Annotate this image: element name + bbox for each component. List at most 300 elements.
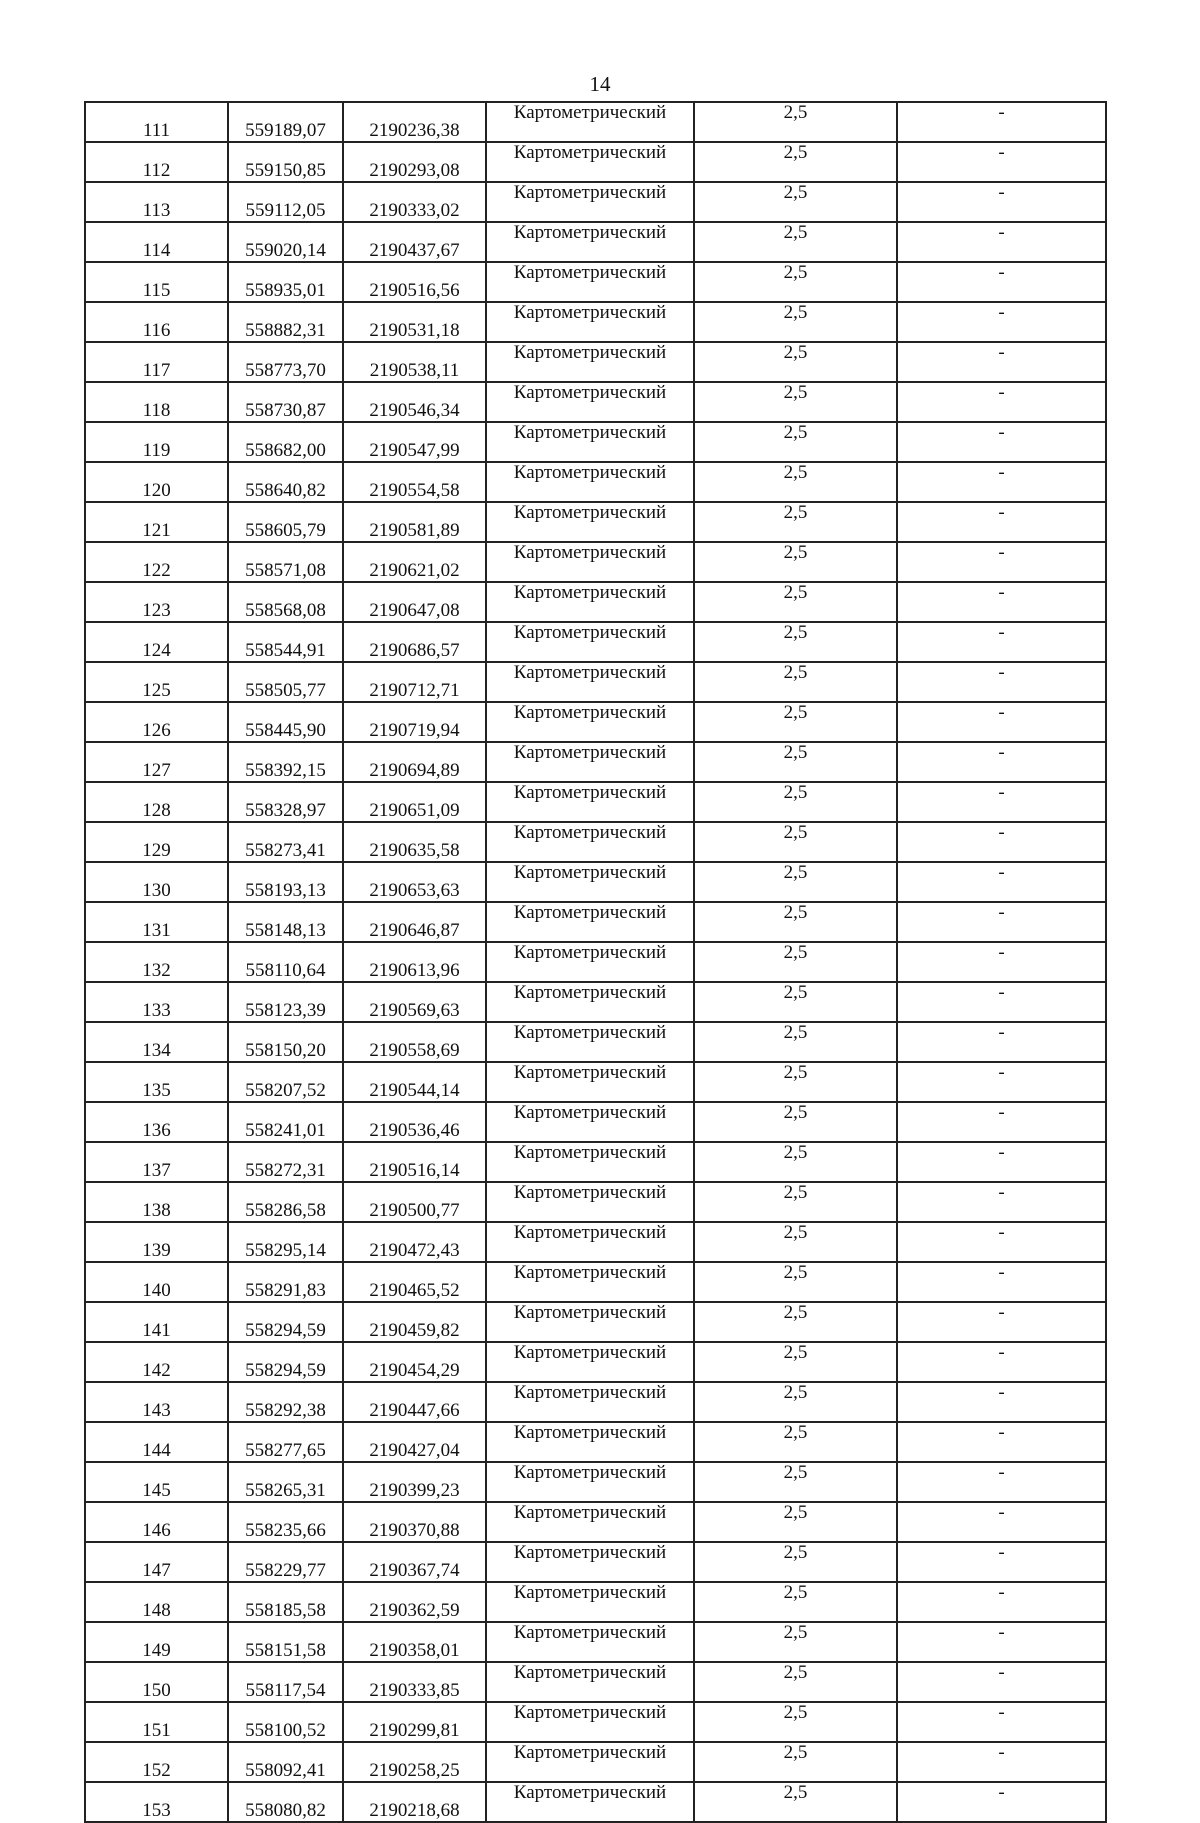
- coordinate-x-cell: 558568,08: [228, 582, 343, 622]
- coordinate-y-cell: 2190581,89: [343, 502, 486, 542]
- method-cell: Картометрический: [486, 1382, 694, 1422]
- coordinate-x-cell: 558294,59: [228, 1342, 343, 1382]
- table-row: [85, 1622, 1106, 1662]
- note-cell: -: [897, 1022, 1106, 1062]
- coordinate-y-cell: 2190293,08: [343, 142, 486, 182]
- coordinate-y-cell: 2190472,43: [343, 1222, 486, 1262]
- table-row: [85, 702, 1106, 742]
- method-cell: Картометрический: [486, 1622, 694, 1662]
- method-cell: Картометрический: [486, 902, 694, 942]
- accuracy-cell: 2,5: [694, 382, 897, 422]
- method-cell: Картометрический: [486, 542, 694, 582]
- method-cell: Картометрический: [486, 1662, 694, 1702]
- coordinate-y-cell: 2190299,81: [343, 1702, 486, 1742]
- accuracy-cell: 2,5: [694, 1302, 897, 1342]
- point-number-cell: 140: [85, 1262, 228, 1302]
- coordinate-y-cell: 2190258,25: [343, 1742, 486, 1782]
- point-number-cell: 138: [85, 1182, 228, 1222]
- accuracy-cell: 2,5: [694, 1702, 897, 1742]
- coordinate-x-cell: 558571,08: [228, 542, 343, 582]
- accuracy-cell: 2,5: [694, 1622, 897, 1662]
- coordinate-y-cell: 2190500,77: [343, 1182, 486, 1222]
- accuracy-cell: 2,5: [694, 502, 897, 542]
- point-number-cell: 146: [85, 1502, 228, 1542]
- coordinate-x-cell: 558185,58: [228, 1582, 343, 1622]
- coordinate-y-cell: 2190516,14: [343, 1142, 486, 1182]
- method-cell: Картометрический: [486, 422, 694, 462]
- point-number-cell: 152: [85, 1742, 228, 1782]
- accuracy-cell: 2,5: [694, 462, 897, 502]
- coordinate-x-cell: 558117,54: [228, 1662, 343, 1702]
- coordinate-y-cell: 2190454,29: [343, 1342, 486, 1382]
- table-row: [85, 1742, 1106, 1782]
- coordinate-x-cell: 558730,87: [228, 382, 343, 422]
- coordinate-y-cell: 2190236,38: [343, 102, 486, 142]
- table-row: [85, 1582, 1106, 1622]
- point-number-cell: 121: [85, 502, 228, 542]
- note-cell: -: [897, 862, 1106, 902]
- note-cell: -: [897, 1382, 1106, 1422]
- accuracy-cell: 2,5: [694, 1182, 897, 1222]
- coordinate-x-cell: 558505,77: [228, 662, 343, 702]
- accuracy-cell: 2,5: [694, 902, 897, 942]
- note-cell: -: [897, 1462, 1106, 1502]
- method-cell: Картометрический: [486, 142, 694, 182]
- point-number-cell: 137: [85, 1142, 228, 1182]
- table-row: [85, 1182, 1106, 1222]
- table-row: [85, 542, 1106, 582]
- coordinate-y-cell: 2190712,71: [343, 662, 486, 702]
- point-number-cell: 149: [85, 1622, 228, 1662]
- note-cell: -: [897, 1222, 1106, 1262]
- note-cell: -: [897, 1782, 1106, 1822]
- coordinate-x-cell: 558150,20: [228, 1022, 343, 1062]
- coordinate-y-cell: 2190459,82: [343, 1302, 486, 1342]
- note-cell: -: [897, 102, 1106, 142]
- point-number-cell: 147: [85, 1542, 228, 1582]
- accuracy-cell: 2,5: [694, 1222, 897, 1262]
- method-cell: Картометрический: [486, 1582, 694, 1622]
- table-row: [85, 502, 1106, 542]
- method-cell: Картометрический: [486, 1742, 694, 1782]
- note-cell: -: [897, 1422, 1106, 1462]
- note-cell: -: [897, 742, 1106, 782]
- coordinate-x-cell: 558080,82: [228, 1782, 343, 1822]
- coordinate-x-cell: 558544,91: [228, 622, 343, 662]
- method-cell: Картометрический: [486, 1262, 694, 1302]
- accuracy-cell: 2,5: [694, 142, 897, 182]
- note-cell: -: [897, 1182, 1106, 1222]
- method-cell: Картометрический: [486, 1222, 694, 1262]
- coordinate-x-cell: 558272,31: [228, 1142, 343, 1182]
- note-cell: -: [897, 342, 1106, 382]
- point-number-cell: 136: [85, 1102, 228, 1142]
- table-row: [85, 582, 1106, 622]
- note-cell: -: [897, 422, 1106, 462]
- accuracy-cell: 2,5: [694, 1142, 897, 1182]
- table-row: [85, 1542, 1106, 1582]
- table-row: [85, 1662, 1106, 1702]
- point-number-cell: 148: [85, 1582, 228, 1622]
- note-cell: -: [897, 1742, 1106, 1782]
- point-number-cell: 132: [85, 942, 228, 982]
- table-row: [85, 982, 1106, 1022]
- table-row: [85, 822, 1106, 862]
- coordinate-x-cell: 558193,13: [228, 862, 343, 902]
- point-number-cell: 131: [85, 902, 228, 942]
- note-cell: -: [897, 1062, 1106, 1102]
- coordinate-x-cell: 558273,41: [228, 822, 343, 862]
- coordinate-y-cell: 2190370,88: [343, 1502, 486, 1542]
- note-cell: -: [897, 1702, 1106, 1742]
- note-cell: -: [897, 1542, 1106, 1582]
- point-number-cell: 144: [85, 1422, 228, 1462]
- note-cell: -: [897, 662, 1106, 702]
- point-number-cell: 135: [85, 1062, 228, 1102]
- point-number-cell: 115: [85, 262, 228, 302]
- coordinate-y-cell: 2190358,01: [343, 1622, 486, 1662]
- coordinate-x-cell: 558092,41: [228, 1742, 343, 1782]
- method-cell: Картометрический: [486, 102, 694, 142]
- coordinate-x-cell: 558605,79: [228, 502, 343, 542]
- accuracy-cell: 2,5: [694, 1542, 897, 1582]
- note-cell: -: [897, 542, 1106, 582]
- accuracy-cell: 2,5: [694, 1382, 897, 1422]
- coordinate-x-cell: 558235,66: [228, 1502, 343, 1542]
- accuracy-cell: 2,5: [694, 622, 897, 662]
- accuracy-cell: 2,5: [694, 942, 897, 982]
- point-number-cell: 111: [85, 102, 228, 142]
- coordinate-x-cell: 558148,13: [228, 902, 343, 942]
- method-cell: Картометрический: [486, 1182, 694, 1222]
- accuracy-cell: 2,5: [694, 1062, 897, 1102]
- coordinates-table-body: [85, 102, 1106, 1822]
- point-number-cell: 122: [85, 542, 228, 582]
- coordinate-y-cell: 2190427,04: [343, 1422, 486, 1462]
- coordinate-y-cell: 2190437,67: [343, 222, 486, 262]
- point-number-cell: 133: [85, 982, 228, 1022]
- coordinate-y-cell: 2190558,69: [343, 1022, 486, 1062]
- note-cell: -: [897, 1622, 1106, 1662]
- coordinate-x-cell: 558292,38: [228, 1382, 343, 1422]
- coordinate-x-cell: 559189,07: [228, 102, 343, 142]
- coordinate-y-cell: 2190465,52: [343, 1262, 486, 1302]
- coordinate-y-cell: 2190651,09: [343, 782, 486, 822]
- table-row: [85, 1502, 1106, 1542]
- table-row: [85, 1382, 1106, 1422]
- accuracy-cell: 2,5: [694, 702, 897, 742]
- accuracy-cell: 2,5: [694, 782, 897, 822]
- table-row: [85, 342, 1106, 382]
- point-number-cell: 151: [85, 1702, 228, 1742]
- note-cell: -: [897, 1262, 1106, 1302]
- point-number-cell: 123: [85, 582, 228, 622]
- accuracy-cell: 2,5: [694, 102, 897, 142]
- table-row: [85, 222, 1106, 262]
- coordinate-y-cell: 2190544,14: [343, 1062, 486, 1102]
- accuracy-cell: 2,5: [694, 262, 897, 302]
- point-number-cell: 116: [85, 302, 228, 342]
- table-row: [85, 1022, 1106, 1062]
- note-cell: -: [897, 1142, 1106, 1182]
- method-cell: Картометрический: [486, 502, 694, 542]
- coordinate-y-cell: 2190554,58: [343, 462, 486, 502]
- coordinate-x-cell: 558328,97: [228, 782, 343, 822]
- coordinate-x-cell: 558123,39: [228, 982, 343, 1022]
- method-cell: Картометрический: [486, 862, 694, 902]
- note-cell: -: [897, 262, 1106, 302]
- method-cell: Картометрический: [486, 1022, 694, 1062]
- accuracy-cell: 2,5: [694, 1102, 897, 1142]
- accuracy-cell: 2,5: [694, 1502, 897, 1542]
- point-number-cell: 150: [85, 1662, 228, 1702]
- table-row: [85, 262, 1106, 302]
- point-number-cell: 125: [85, 662, 228, 702]
- table-row: [85, 1222, 1106, 1262]
- method-cell: Картометрический: [486, 1782, 694, 1822]
- method-cell: Картометрический: [486, 702, 694, 742]
- method-cell: Картометрический: [486, 822, 694, 862]
- note-cell: -: [897, 462, 1106, 502]
- coordinate-x-cell: 559020,14: [228, 222, 343, 262]
- table-row: [85, 462, 1106, 502]
- table-row: [85, 1342, 1106, 1382]
- note-cell: -: [897, 1342, 1106, 1382]
- point-number-cell: 120: [85, 462, 228, 502]
- accuracy-cell: 2,5: [694, 742, 897, 782]
- method-cell: Картометрический: [486, 462, 694, 502]
- point-number-cell: 145: [85, 1462, 228, 1502]
- coordinate-y-cell: 2190367,74: [343, 1542, 486, 1582]
- table-row: [85, 102, 1106, 142]
- table-row: [85, 1462, 1106, 1502]
- note-cell: -: [897, 782, 1106, 822]
- table-row: [85, 182, 1106, 222]
- point-number-cell: 126: [85, 702, 228, 742]
- table-row: [85, 1062, 1106, 1102]
- coordinate-x-cell: 558295,14: [228, 1222, 343, 1262]
- table-row: [85, 662, 1106, 702]
- coordinate-x-cell: 559150,85: [228, 142, 343, 182]
- note-cell: -: [897, 982, 1106, 1022]
- coordinate-x-cell: 558882,31: [228, 302, 343, 342]
- table-row: [85, 742, 1106, 782]
- note-cell: -: [897, 222, 1106, 262]
- coordinate-x-cell: 558100,52: [228, 1702, 343, 1742]
- method-cell: Картометрический: [486, 1542, 694, 1582]
- table-row: [85, 942, 1106, 982]
- method-cell: Картометрический: [486, 222, 694, 262]
- method-cell: Картометрический: [486, 982, 694, 1022]
- coordinate-x-cell: 558294,59: [228, 1302, 343, 1342]
- accuracy-cell: 2,5: [694, 1262, 897, 1302]
- table-row: [85, 1782, 1106, 1822]
- accuracy-cell: 2,5: [694, 302, 897, 342]
- coordinate-y-cell: 2190694,89: [343, 742, 486, 782]
- method-cell: Картометрический: [486, 1702, 694, 1742]
- note-cell: -: [897, 1582, 1106, 1622]
- coordinate-y-cell: 2190569,63: [343, 982, 486, 1022]
- note-cell: -: [897, 1502, 1106, 1542]
- note-cell: -: [897, 302, 1106, 342]
- method-cell: Картометрический: [486, 1062, 694, 1102]
- point-number-cell: 113: [85, 182, 228, 222]
- note-cell: -: [897, 1102, 1106, 1142]
- method-cell: Картометрический: [486, 742, 694, 782]
- coordinate-y-cell: 2190516,56: [343, 262, 486, 302]
- table-row: [85, 862, 1106, 902]
- accuracy-cell: 2,5: [694, 862, 897, 902]
- method-cell: Картометрический: [486, 782, 694, 822]
- coordinate-y-cell: 2190686,57: [343, 622, 486, 662]
- coordinate-y-cell: 2190333,85: [343, 1662, 486, 1702]
- point-number-cell: 129: [85, 822, 228, 862]
- method-cell: Картометрический: [486, 1502, 694, 1542]
- note-cell: -: [897, 382, 1106, 422]
- coordinate-x-cell: 558207,52: [228, 1062, 343, 1102]
- coordinate-y-cell: 2190538,11: [343, 342, 486, 382]
- coordinate-y-cell: 2190621,02: [343, 542, 486, 582]
- point-number-cell: 141: [85, 1302, 228, 1342]
- coordinates-table: [84, 101, 1107, 1823]
- point-number-cell: 128: [85, 782, 228, 822]
- table-row: [85, 1422, 1106, 1462]
- coordinate-x-cell: 558229,77: [228, 1542, 343, 1582]
- coordinate-x-cell: 558640,82: [228, 462, 343, 502]
- accuracy-cell: 2,5: [694, 662, 897, 702]
- coordinate-x-cell: 558392,15: [228, 742, 343, 782]
- note-cell: -: [897, 822, 1106, 862]
- method-cell: Картометрический: [486, 942, 694, 982]
- point-number-cell: 118: [85, 382, 228, 422]
- coordinate-y-cell: 2190547,99: [343, 422, 486, 462]
- method-cell: Картометрический: [486, 1422, 694, 1462]
- coordinate-y-cell: 2190646,87: [343, 902, 486, 942]
- table-row: [85, 1702, 1106, 1742]
- point-number-cell: 143: [85, 1382, 228, 1422]
- coordinate-x-cell: 558151,58: [228, 1622, 343, 1662]
- method-cell: Картометрический: [486, 302, 694, 342]
- accuracy-cell: 2,5: [694, 542, 897, 582]
- accuracy-cell: 2,5: [694, 1742, 897, 1782]
- note-cell: -: [897, 622, 1106, 662]
- table-row: [85, 302, 1106, 342]
- note-cell: -: [897, 582, 1106, 622]
- table-row: [85, 782, 1106, 822]
- point-number-cell: 130: [85, 862, 228, 902]
- point-number-cell: 119: [85, 422, 228, 462]
- coordinate-y-cell: 2190333,02: [343, 182, 486, 222]
- coordinate-y-cell: 2190647,08: [343, 582, 486, 622]
- note-cell: -: [897, 142, 1106, 182]
- note-cell: -: [897, 502, 1106, 542]
- accuracy-cell: 2,5: [694, 1782, 897, 1822]
- coordinate-x-cell: 559112,05: [228, 182, 343, 222]
- accuracy-cell: 2,5: [694, 582, 897, 622]
- method-cell: Картометрический: [486, 262, 694, 302]
- method-cell: Картометрический: [486, 1462, 694, 1502]
- table-row: [85, 902, 1106, 942]
- method-cell: Картометрический: [486, 662, 694, 702]
- coordinate-y-cell: 2190653,63: [343, 862, 486, 902]
- method-cell: Картометрический: [486, 622, 694, 662]
- point-number-cell: 153: [85, 1782, 228, 1822]
- accuracy-cell: 2,5: [694, 422, 897, 462]
- point-number-cell: 114: [85, 222, 228, 262]
- note-cell: -: [897, 702, 1106, 742]
- accuracy-cell: 2,5: [694, 982, 897, 1022]
- point-number-cell: 127: [85, 742, 228, 782]
- accuracy-cell: 2,5: [694, 1582, 897, 1622]
- coordinate-x-cell: 558682,00: [228, 422, 343, 462]
- accuracy-cell: 2,5: [694, 342, 897, 382]
- coordinate-y-cell: 2190536,46: [343, 1102, 486, 1142]
- accuracy-cell: 2,5: [694, 1022, 897, 1062]
- coordinate-y-cell: 2190399,23: [343, 1462, 486, 1502]
- coordinate-y-cell: 2190362,59: [343, 1582, 486, 1622]
- coordinate-x-cell: 558773,70: [228, 342, 343, 382]
- coordinate-x-cell: 558445,90: [228, 702, 343, 742]
- note-cell: -: [897, 942, 1106, 982]
- table-row: [85, 1302, 1106, 1342]
- method-cell: Картометрический: [486, 342, 694, 382]
- coordinate-y-cell: 2190719,94: [343, 702, 486, 742]
- method-cell: Картометрический: [486, 1142, 694, 1182]
- point-number-cell: 139: [85, 1222, 228, 1262]
- coordinate-y-cell: 2190218,68: [343, 1782, 486, 1822]
- note-cell: -: [897, 1302, 1106, 1342]
- accuracy-cell: 2,5: [694, 822, 897, 862]
- note-cell: -: [897, 182, 1106, 222]
- table-row: [85, 622, 1106, 662]
- table-row: [85, 382, 1106, 422]
- table-row: [85, 1262, 1106, 1302]
- method-cell: Картометрический: [486, 382, 694, 422]
- table-row: [85, 422, 1106, 462]
- note-cell: -: [897, 1662, 1106, 1702]
- method-cell: Картометрический: [486, 1302, 694, 1342]
- note-cell: -: [897, 902, 1106, 942]
- point-number-cell: 134: [85, 1022, 228, 1062]
- table-row: [85, 1142, 1106, 1182]
- point-number-cell: 112: [85, 142, 228, 182]
- coordinate-y-cell: 2190546,34: [343, 382, 486, 422]
- accuracy-cell: 2,5: [694, 1342, 897, 1382]
- method-cell: Картометрический: [486, 1342, 694, 1382]
- accuracy-cell: 2,5: [694, 1462, 897, 1502]
- method-cell: Картометрический: [486, 582, 694, 622]
- coordinate-x-cell: 558241,01: [228, 1102, 343, 1142]
- coordinate-x-cell: 558286,58: [228, 1182, 343, 1222]
- point-number-cell: 124: [85, 622, 228, 662]
- coordinate-y-cell: 2190613,96: [343, 942, 486, 982]
- coordinate-x-cell: 558935,01: [228, 262, 343, 302]
- method-cell: Картометрический: [486, 1102, 694, 1142]
- coordinate-x-cell: 558277,65: [228, 1422, 343, 1462]
- point-number-cell: 142: [85, 1342, 228, 1382]
- page-number: 14: [589, 72, 611, 96]
- coordinate-x-cell: 558265,31: [228, 1462, 343, 1502]
- table-row: [85, 142, 1106, 182]
- accuracy-cell: 2,5: [694, 1662, 897, 1702]
- table-row: [85, 1102, 1106, 1142]
- coordinate-y-cell: 2190447,66: [343, 1382, 486, 1422]
- accuracy-cell: 2,5: [694, 182, 897, 222]
- coordinate-x-cell: 558291,83: [228, 1262, 343, 1302]
- accuracy-cell: 2,5: [694, 222, 897, 262]
- method-cell: Картометрический: [486, 182, 694, 222]
- coordinate-y-cell: 2190635,58: [343, 822, 486, 862]
